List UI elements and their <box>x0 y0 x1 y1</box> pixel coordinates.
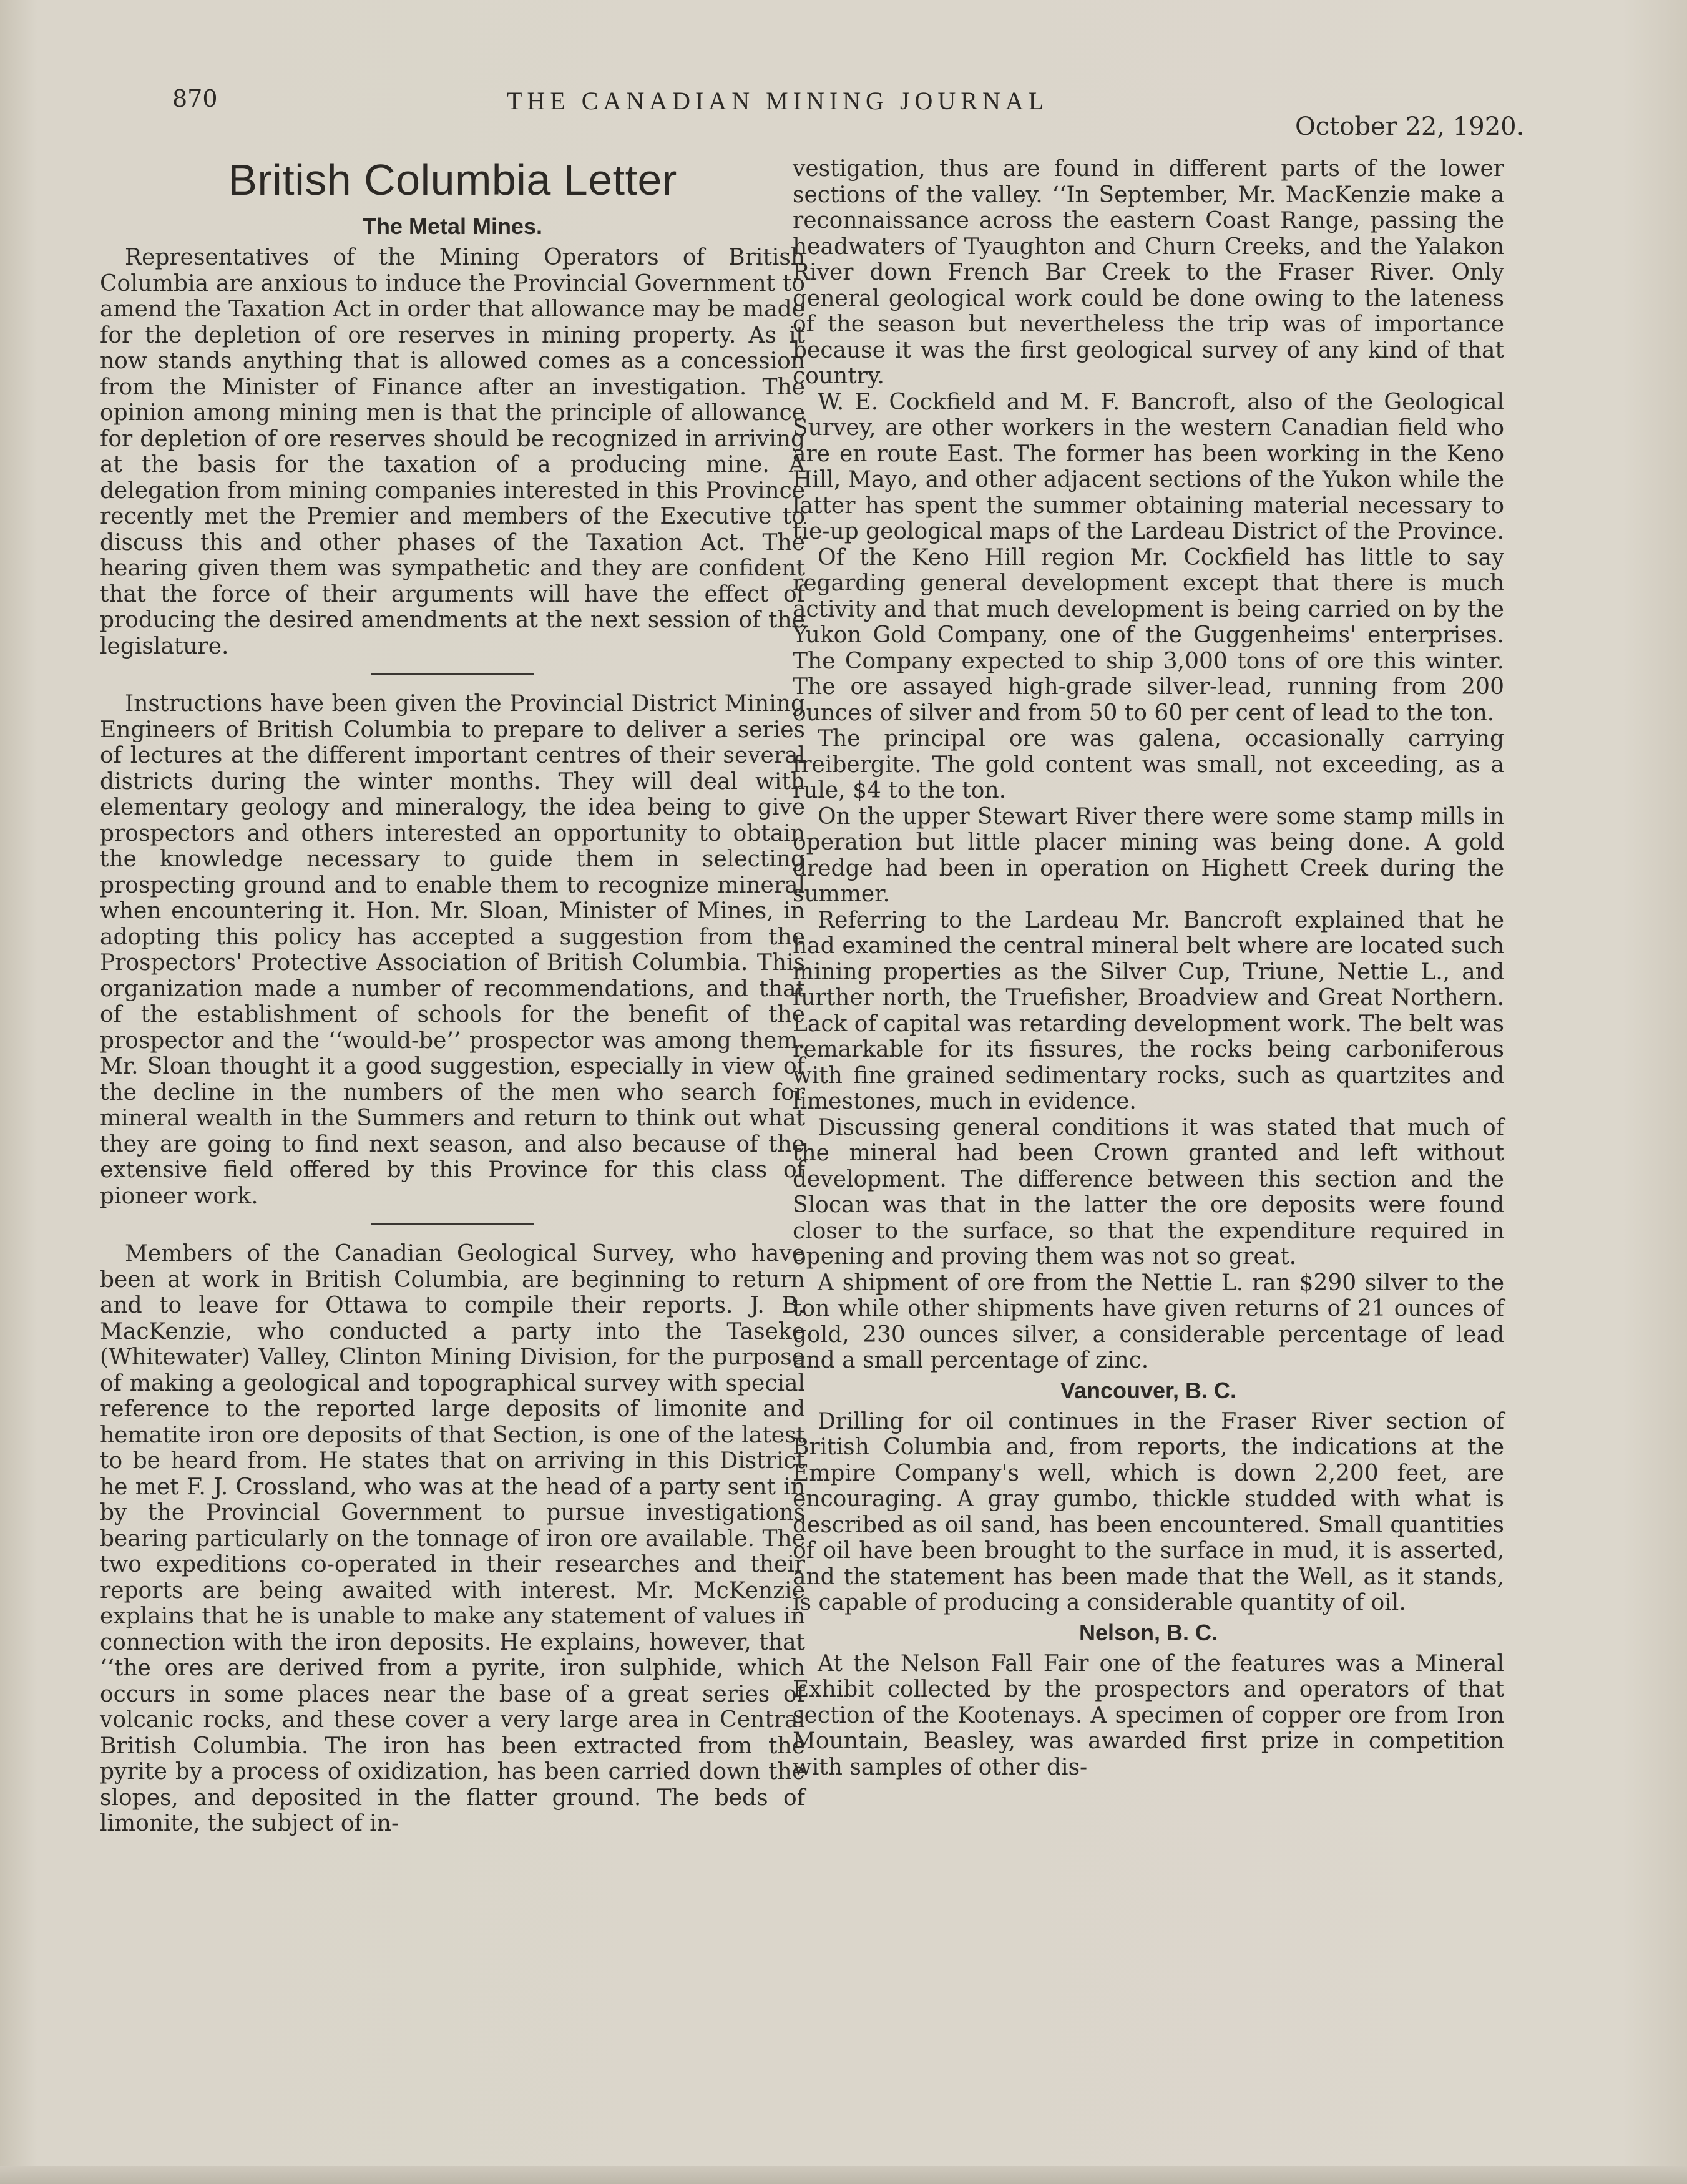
section-heading-metal-mines: The Metal Mines. <box>362 213 543 239</box>
issue-date: October 22, 1920. <box>1295 112 1525 141</box>
paragraph: The principal ore was galena, occasionally carrying freibergite. The gold content was small, not exceeding, as a rule, $4 to the ton. <box>793 726 1504 803</box>
page-header <box>0 80 1687 141</box>
paragraph: Discussing general conditions it was stated that much of the mineral had been Crown granted and left without development. The difference between this section and the Slocan was that in the latter the ore deposits were found closer to the surface, so that the expenditure required in opening and proving them was not so great. <box>793 1114 1504 1270</box>
paragraph: Representatives of the Mining Operators of British Columbia are anxious to induce the Provincial Government to amend the Taxation Act in order that allowance may be made for the depletion of ore reserves in mining property. As it now stands anything that is allowed comes as a concession from the Minister of Finance after an investigation. The opinion among mining men is that the principle of allowance for depletion of ore reserves should be recognized in arriving at the basis for the taxation of a producing mine. A delegation from mining companies interested in this Province recently met the Premier and members of the Executive to discuss this and other phases of the Taxation Act. The hearing given them was sympathetic and they are confident that the force of their arguments will have the effect of producing the desired amendments at the next session of the legislature. <box>100 245 805 659</box>
page-bottom-edge <box>0 2166 1687 2184</box>
paragraph: A shipment of ore from the Nettie L. ran $290 silver to the ton while other shipments have given returns of 21 ounces of gold, 230 ounces silver, a considerable percentage of lead and a small percentage of zinc. <box>793 1270 1504 1373</box>
article-title: British Columbia Letter <box>228 155 677 204</box>
paragraph: vestigation, thus are found in different parts of the lower sections of the valley. ‘‘In September, Mr. MacKenzie make a reconnaissance across the eastern Coast Range, passing the headwaters of Tyaughton and Churn Creeks, and the Yalakon River down French Bar Creek to the Fraser River. Only general geological work could be done owing to the lateness of the season but nevertheless the trip was of importance because it was the first geological survey of any kind of that country. <box>793 156 1504 389</box>
paragraph: Instructions have been given the Provincial District Mining Engineers of British Columbia to prepare to deliver a series of lectures at the different important centres of their several districts during the winter months. They will deal with elementary geology and mineralogy, the idea being to give prospectors and others interested an opportunity to obtain the knowledge necessary to guide them in selecting prospecting ground and to enable them to recognize mineral when encountering it. Hon. Mr. Sloan, Minister of Mines, in adopting this policy has accepted a suggestion from the Prospectors' Protective Association of British Columbia. This organization made a number of recommendations, and that of the establishment of schools for the benefit of the prospector and the ‘‘would-be’’ prospector was among them. Mr. Sloan thought it a good suggestion, especially in view of the decline in the numbers of the men who search for mineral wealth in the Summers and return to think out what they are going to find next season, and also because of the extensive field offered by this Province for this class of pioneer work. <box>100 691 805 1209</box>
left-column <box>100 155 805 1837</box>
journal-title: THE CANADIAN MINING JOURNAL <box>507 87 1049 115</box>
page-number: 870 <box>172 85 218 112</box>
paragraph: W. E. Cockfield and M. F. Bancroft, also of the Geological Survey, are other workers in the western Canadian field who are en route East. The former has been working in the Keno Hill, Mayo, and other adjacent sections of the Yukon while the latter has spent the summer obtaining material necessary to tie-up geological maps of the Lardeau District of the Province. <box>793 389 1504 544</box>
section-divider <box>371 1223 534 1225</box>
paragraph: Referring to the Lardeau Mr. Bancroft explained that he had examined the central mineral belt where are located such mining properties as the Silver Cup, Triune, Nettie L., and further north, the Truefisher, Broadview and Great Northern. Lack of capital was retarding development work. The belt was remarkable for its fissures, the rocks being carboniferous with fine grained sedimentary rocks, such as quartzites and limestones, much in evidence. <box>793 907 1505 1114</box>
section-divider <box>371 673 534 675</box>
section-heading-nelson: Nelson, B. C. <box>1078 1619 1218 1645</box>
section-heading-vancouver: Vancouver, B. C. <box>1060 1377 1237 1403</box>
paragraph: At the Nelson Fall Fair one of the features was a Mineral Exhibit collected by the prospectors and operators of that section of the Kootenays. A specimen of copper ore from Iron Mountain, Beasley, was awarded first prize in competition with samples of other dis- <box>793 1650 1504 1780</box>
paragraph: Drilling for oil continues in the Fraser River section of British Columbia and, from reports, the indications at the Empire Company's well, which is down 2,200 feet, are encouraging. A gray gumbo, thickle studded with what is described as oil sand, has been encountered. Small quantities of oil have been brought to the surface in mud, it is asserted, and the statement has been made that the Well, as it stands, is capable of producing a considerable quantity of oil. <box>793 1408 1504 1615</box>
paragraph: Of the Keno Hill region Mr. Cockfield has little to say regarding general development except that there is much activity and that much development is being carried on by the Yukon Gold Company, one of the Guggenheims' enterprises. The Company expected to ship 3,000 tons of ore this winter. The ore assayed high-grade silver-lead, running from 200 ounces of silver and from 50 to 60 per cent of lead to the ton. <box>793 544 1504 726</box>
right-column <box>793 156 1504 1780</box>
paragraph: Members of the Canadian Geological Survey, who have been at work in British Columbia, are beginning to return and to leave for Ottawa to compile their reports. J. B. MacKenzie, who conducted a party into the Taseke (Whitewater) Valley, Clinton Mining Division, for the purpose of making a geological and topographical survey with special reference to the reported large deposits of limonite and hematite iron ore deposits of that Section, is one of the latest to be heard from. He states that on arriving in this District he met F. J. Crossland, who was at the head of a party sent in by the Provincial Government to pursue investigations bearing particularly on the tonnage of iron ore available. The two expeditions co-operated in their researches and their reports are being awaited with interest. Mr. McKenzie explains that he is unable to make any statement of values in connection with the iron deposits. He explains, however, that ‘‘the ores are derived from a pyrite, iron sulphide, which occurs in some places near the base of a great series of volcanic rocks, and these cover a very large area in Central British Columbia. The iron has been extracted from the pyrite by a process of oxidization, has been carried down the slopes, and deposited in the flatter ground. The beds of limonite, the subject of in- <box>100 1241 805 1836</box>
paragraph: On the upper Stewart River there were some stamp mills in operation but little placer mining was being done. A gold dredge had been in operation on Highett Creek during the summer. <box>793 803 1504 907</box>
